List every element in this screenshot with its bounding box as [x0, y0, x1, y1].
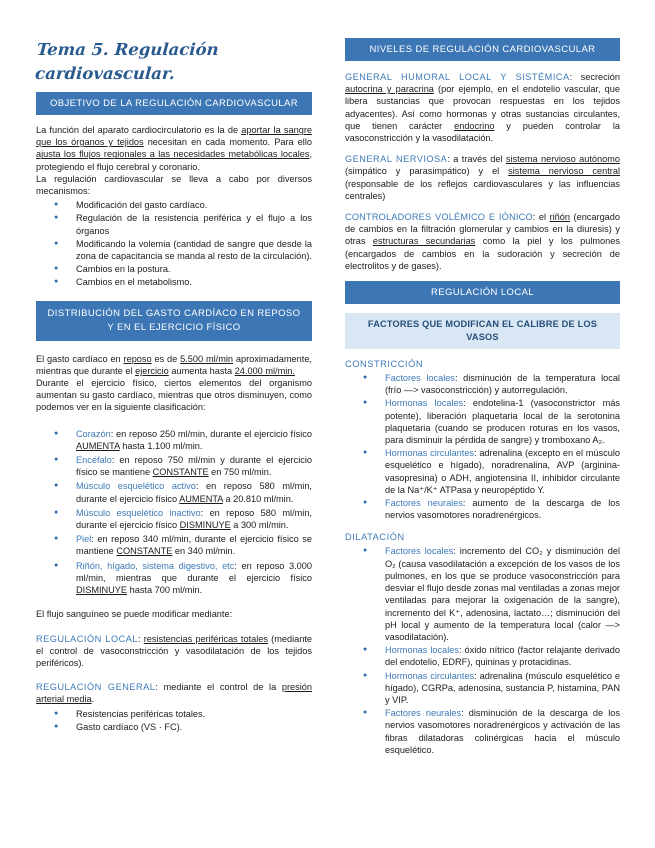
list-item: ● Hormonas locales: endotelina-1 (vasoconstrictor más potente), liberación plaquetaria local de la serotonina plaquetaria (cuando se producen roturas en los vasos, para disminuir la pérdida de sangre) y tromboxano A₂. — [385, 397, 620, 446]
list-item: ● Gasto cardíaco (VS · FC). — [76, 721, 312, 733]
list-item: ● Piel: en reposo 340 ml/min, durante el ejercicio físico se mantiene CONSTANTE en 340 ml/min. — [76, 533, 312, 557]
organos-list — [36, 428, 312, 597]
humoral-paragraph: GENERAL HUMORAL LOCAL Y SISTÉMICA: secreción autocrina y paracrina (por ejemplo, en el endotelio vascular, que libera sustancias que provocan respuestas en los tejidos adyacentes). Así como hormonas y otras sustancias circulantes, que tienen carácter endocrino y pueden controlar la vasoconstricción y la vasodilatación. — [345, 72, 621, 144]
regulacion-local-paragraph: REGULACIÓN LOCAL: resistencias periféricas totales (mediante el control de vasoconstricción y vasodilatación de los tejidos periféricos). — [36, 633, 312, 668]
list-item: ● Cambios en la postura. — [76, 263, 312, 275]
constriccion-title: CONSTRICCIÓN — [345, 359, 424, 370]
right-column — [345, 38, 620, 757]
subsection-header-factores: FACTORES QUE MODIFICAN EL CALIBRE DE LOS VASOS — [345, 313, 620, 349]
section-header-objetivo: OBJETIVO DE LA REGULACIÓN CARDIOVASCULAR — [36, 92, 312, 115]
list-item: ● Factores neurales: aumento de la descarga de los nervios vasomotores noradrenérgicos. — [385, 497, 620, 521]
ejercicio-paragraph: Durante el ejercicio físico, ciertos elementos del organismo aumentan su gasto cardíaco, mientras que otros disminuyen, como podemos ver en la siguiente clasificación: — [36, 378, 312, 413]
dilatacion-list — [345, 545, 620, 755]
list-item: ● Regulación de la resistencia periférica y el flujo a los órganos — [76, 212, 312, 236]
list-item: ● Encéfalo: en reposo 750 ml/min y durante el ejercicio físico se mantiene CONSTANTE en 750 ml/min. — [76, 454, 312, 478]
mecanismos-list — [36, 199, 312, 288]
regulacion-general-list — [36, 708, 312, 733]
list-item: ● Factores neurales: disminución de la descarga de los nervios vasomotores noradrenérgicos y activación de las fibras dilatadoras colinérgicas hacia el músculo esquelético. — [385, 707, 620, 756]
constriccion-list — [345, 372, 620, 521]
list-item: ● Factores locales: incremento del CO₂ y disminución del O₂ (causa vasodilatación a excepción de los vasos de los pulmones, en los que se produce vasoconstricción para desviar el flujo desde zonas mal ventiladas a zonas mejor ventiladas para mejorar la oxigenación de la sangre), incremento del K⁺, adenosina, lactato…; disminución del pH local y aumento de la temperatura local (calor —> vasodilatación). — [385, 545, 620, 643]
list-item: ● Modificación del gasto cardíaco. — [76, 199, 312, 211]
list-item: ● Modificando la volemia (cantidad de sangre que desde la zona de capacitancia se manda al resto de la circulación). — [76, 238, 312, 262]
list-item: ● Hormonas circulantes: adrenalina (músculo esquelético e hígado), CGRPa, adenosina, sustancia P, histamina, PAN y VIP. — [385, 670, 620, 707]
left-column — [36, 38, 312, 734]
document-title — [34, 38, 313, 86]
list-item: ● Riñón, hígado, sistema digestivo, etc: en reposo 3.000 ml/min, mientras que durante el ejercicio físico DISMINUYE hasta 700 ml/min. — [76, 560, 312, 597]
section-header-distribucion: DISTRIBUCIÓN DEL GASTO CARDÍACO EN REPOSO Y EN EL EJERCICIO FÍSICO — [36, 301, 312, 341]
gasto-paragraph: El gasto cardíaco en reposo es de 5.500 ml/min aproximadamente, mientras que durante el ejercicio aumenta hasta 24.000 ml/min. — [36, 353, 312, 376]
list-item: ● Corazón: en reposo 250 ml/min, durante el ejercicio físico AUMENTA hasta 1.100 ml/min. — [76, 428, 312, 452]
objetivo-paragraph: La función del aparato cardiocirculatorio es la de aportar la sangre que los órganos y tejidos necesitan en cada momento. Para ello ajusta los flujos regionales a las necesidades metabólicas locales, protegiendo el flujo cerebral y coronario. — [36, 125, 312, 172]
title-line-2: cardiovascular. — [34, 64, 176, 83]
list-item: ● Resistencias periféricas totales. — [76, 708, 312, 720]
list-item: ● Hormonas circulantes: adrenalina (excepto en el músculo esquelético e hígado), noradrenalina, AVP (arginina-vasopresina) o ADH, angiotensina II, inhibidor circulante de la Na⁺/K⁺ ATPasa y neuropéptido Y. — [385, 447, 620, 496]
list-item: ● Cambios en el metabolismo. — [76, 276, 312, 288]
section-header-niveles: NIVELES DE REGULACIÓN CARDIOVASCULAR — [345, 38, 620, 61]
controladores-paragraph: CONTROLADORES VOLÉMICO E IÓNICO: el riñón (encargado de cambios en la filtración glomerular y cambios en la diuresis) y otras estructuras secundarias como la piel y los pulmones (encargados de cambios en la sudoración y secreción de electrolitos y de gases). — [345, 212, 621, 271]
list-item: ● Músculo esquelético activo: en reposo 580 ml/min, durante el ejercicio físico AUMENTA a 20.810 ml/min. — [76, 480, 312, 504]
list-item: ● Músculo esquelético inactivo: en reposo 580 ml/min, durante el ejercicio físico DISMINUYE a 300 ml/min. — [76, 507, 312, 531]
section-header-regulacion-local: REGULACIÓN LOCAL — [345, 281, 620, 304]
list-item: ● Factores locales: disminución de la temperatura local (frío —> vasoconstricción) y autorregulación. — [385, 372, 620, 396]
flujo-intro: El flujo sanguíneo se puede modificar mediante: — [36, 609, 233, 620]
list-item: ● Hormonas locales: óxido nítrico (factor relajante derivado del endotelio, EDRF), quininas y protacidinas. — [385, 644, 620, 668]
title-line-1: Tema 5. Regulación — [36, 40, 220, 59]
dilatacion-title: DILATACIÓN — [345, 532, 405, 543]
regulacion-general-paragraph: REGULACIÓN GENERAL: mediante el control de la presión arterial media. — [36, 682, 312, 705]
nerviosa-paragraph: GENERAL NERVIOSA: a través del sistema nervioso autónomo (simpático y parasimpático) y el sistema nervioso central (responsable de los reflejos cardiovasculares y las influencias centrales) — [345, 154, 621, 201]
mecanismos-intro: La regulación cardiovascular se lleva a cabo por diversos mecanismos: — [36, 173, 312, 197]
